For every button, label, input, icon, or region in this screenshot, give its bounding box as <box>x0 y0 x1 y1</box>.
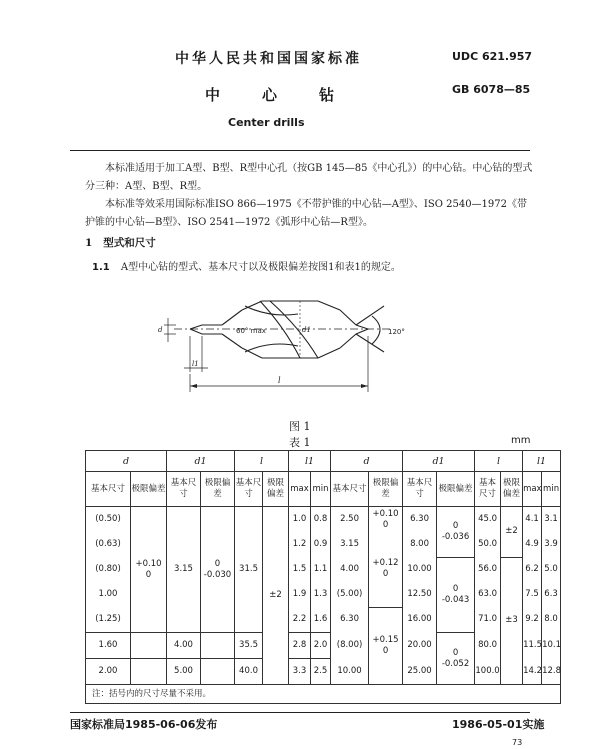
d-label: d <box>158 326 163 334</box>
cell-l: 45.0 <box>475 507 501 533</box>
cell-l1-min: 0.9 <box>311 532 331 557</box>
right-angle-label: 120° <box>388 328 405 336</box>
cell-l1-min: 10.1 <box>542 633 561 659</box>
standard-org: 中华人民共和国国家标准 <box>175 51 362 67</box>
d1-label: d1 <box>302 326 311 334</box>
cell-l1-max: 9.2 <box>523 607 542 633</box>
header-d: d <box>331 451 403 472</box>
section-heading <box>85 235 156 250</box>
subheader-min: min <box>542 472 561 507</box>
subheader-max: max <box>523 472 542 507</box>
cell-l-dev: ±2 <box>501 507 523 558</box>
header-rule <box>70 150 530 151</box>
cell-d: (5.00) <box>331 582 369 607</box>
header-l: l <box>235 451 289 472</box>
cell-d: 4.00 <box>331 557 369 582</box>
cell-l: 71.0 <box>475 607 501 633</box>
cell-l: 63.0 <box>475 582 501 607</box>
cell-d-dev: +0.10 0 <box>369 507 403 533</box>
subheader-basic: 基本尺寸 <box>86 472 131 507</box>
cell-d1: 20.00 <box>403 633 437 659</box>
cell-l1-min: 2.0 <box>311 633 331 659</box>
subheader-dev: 极限偏差 <box>437 472 475 507</box>
cell-d1-dev: 0 -0.043 <box>437 557 475 633</box>
cell-d-dev: +0.15 0 <box>369 607 403 685</box>
cell-d-dev-empty <box>131 659 167 685</box>
cell-d1: 16.00 <box>403 607 437 633</box>
cell-l1-min: 0.8 <box>311 507 331 533</box>
header-l1: l1 <box>289 451 331 472</box>
cell-l: 35.5 <box>235 633 263 659</box>
intro-paragraph-2: 本标准等效采用国际标准ISO 866—1975《不带护锥的中心钻—A型》、ISO 2540—1972《带护锥的中心钻—B型》、ISO 2541—1972《弧形中心钻—R型》。 <box>85 199 528 228</box>
subheader-dev: 极限偏差 <box>201 472 235 507</box>
subsection <box>92 258 401 273</box>
cell-d1-dev: 0 -0.036 <box>437 507 475 558</box>
cell-d: 6.30 <box>331 607 369 633</box>
cell-d1: 12.50 <box>403 582 437 607</box>
cell-d: (0.50) <box>86 507 131 533</box>
cell-l1-min: 3.9 <box>542 532 561 557</box>
cell-d-dev-empty <box>131 633 167 659</box>
subheader-basic: 基本尺寸 <box>167 472 201 507</box>
cell-l1-min: 12.8 <box>542 659 561 685</box>
cell-l1-min: 1.1 <box>311 557 331 582</box>
cell-d1: 8.00 <box>403 532 437 557</box>
cell-d-dev: +0.10 0 <box>131 507 167 633</box>
header-d: d <box>86 451 167 472</box>
header-d1: d1 <box>403 451 475 472</box>
cell-d: (1.25) <box>86 607 131 633</box>
subheader-basic: 基本尺寸 <box>403 472 437 507</box>
effective-date: 1986-05-01实施 <box>452 718 545 731</box>
cell-d: 1.60 <box>86 633 131 659</box>
cell-d1-dev: 0 -0.052 <box>437 633 475 685</box>
cell-l1-max: 6.2 <box>523 557 542 582</box>
cell-l1-min: 8.0 <box>542 607 561 633</box>
subheader-dev: 极限偏差 <box>263 472 289 507</box>
cell-l1-min: 2.5 <box>311 659 331 685</box>
table-note-row <box>86 685 561 704</box>
cell-d1: 3.15 <box>167 507 201 633</box>
cell-l-dev: ±3 <box>501 557 523 685</box>
cell-l: 100.0 <box>475 659 501 685</box>
l1-label: l1 <box>192 360 199 368</box>
cell-d1-dev: 0 -0.030 <box>201 507 235 633</box>
header-l: l <box>475 451 523 472</box>
subsection-number: 1.1 <box>92 262 110 273</box>
subsection-text: A型中心钻的型式、基本尺寸以及极限偏差按图1和表1的规定。 <box>120 262 401 273</box>
cell-l1-min: 3.1 <box>542 507 561 533</box>
cell-d1: 4.00 <box>167 633 201 659</box>
cell-l1-max: 3.3 <box>289 659 311 685</box>
table-caption: 表 1 <box>289 436 311 449</box>
cell-l1-max: 1.5 <box>289 557 311 582</box>
cell-l-dev: ±2 <box>263 507 289 685</box>
subheader-dev: 极限偏差 <box>369 472 403 507</box>
cell-d: (0.80) <box>86 557 131 582</box>
table-unit: mm <box>511 435 531 446</box>
cell-l1-min: 5.0 <box>542 557 561 582</box>
cell-l1-max: 1.0 <box>289 507 311 533</box>
cell-d: (8.00) <box>331 633 369 659</box>
cell-l1-max: 4.1 <box>523 507 542 533</box>
center-drill-drawing <box>150 288 450 400</box>
cell-l1-max: 4.9 <box>523 532 542 557</box>
pilot-lower <box>190 329 222 334</box>
table-row <box>86 659 561 685</box>
cell-d1-dev-empty <box>201 633 235 659</box>
cell-d: 3.15 <box>331 532 369 557</box>
table-subheader-row <box>86 472 561 507</box>
cell-l1-max: 7.5 <box>523 582 542 607</box>
subheader-basic: 基本尺寸 <box>331 472 369 507</box>
cell-l: 31.5 <box>235 507 263 633</box>
table-note: 注：括号内的尺寸尽量不采用。 <box>86 685 561 704</box>
issued-date: 国家标准局1985-06-06发布 <box>70 718 218 731</box>
subheader-dev: 极限偏差 <box>131 472 167 507</box>
cell-d1-dev-empty <box>201 659 235 685</box>
cell-d-dev: +0.12 0 <box>369 532 403 607</box>
cell-l1-min: 1.6 <box>311 607 331 633</box>
cell-d1: 25.00 <box>403 659 437 685</box>
table-row <box>86 633 561 659</box>
subheader-min: min <box>311 472 331 507</box>
subheader-dev: 极限偏差 <box>501 472 523 507</box>
cell-d: (0.63) <box>86 532 131 557</box>
cell-d1: 10.00 <box>403 557 437 582</box>
tip-angle-label: 60° max <box>236 327 266 335</box>
cell-l1-min: 6.3 <box>542 582 561 607</box>
intro-paragraph-1: 本标准适用于加工A型、B型、R型中心孔（按GB 145—85《中心孔》）的中心钻。中心钻的型式分三种：A型、B型、R型。 <box>85 163 533 192</box>
cell-l1-max: 1.2 <box>289 532 311 557</box>
subheader-basic: 基本尺寸 <box>475 472 501 507</box>
table-header-row <box>86 451 561 472</box>
cell-l1-max: 11.5 <box>523 633 542 659</box>
l-label: l <box>278 376 281 385</box>
gb-code: GB 6078—85 <box>452 83 531 96</box>
cell-d1: 5.00 <box>167 659 201 685</box>
section-number: 1 <box>85 237 93 249</box>
page-title: 中心钻 <box>205 86 377 104</box>
cell-l1-max: 2.2 <box>289 607 311 633</box>
cell-d: 2.00 <box>86 659 131 685</box>
cell-l: 80.0 <box>475 633 501 659</box>
table-row <box>86 507 561 533</box>
cell-d: 2.50 <box>331 507 369 533</box>
cell-l1-max: 2.8 <box>289 633 311 659</box>
page-title-en: Center drills <box>228 116 305 129</box>
subheader-basic: 基本尺寸 <box>235 472 263 507</box>
cell-d: 10.00 <box>331 659 369 685</box>
intro <box>85 160 535 232</box>
cell-l1-min: 1.3 <box>311 582 331 607</box>
cell-d1: 6.30 <box>403 507 437 533</box>
page-number: 73 <box>512 738 523 747</box>
cell-l: 50.0 <box>475 532 501 557</box>
cell-l: 40.0 <box>235 659 263 685</box>
pilot-upper <box>190 325 222 329</box>
udc-code: UDC 621.957 <box>452 50 533 63</box>
footer-rule <box>70 712 530 713</box>
dimension-table <box>85 450 561 704</box>
header-d1: d1 <box>167 451 235 472</box>
cell-l1-max: 14.2 <box>523 659 542 685</box>
figure-caption: 图 1 <box>289 420 311 433</box>
cell-l1-max: 1.9 <box>289 582 311 607</box>
header-l1: l1 <box>523 451 561 472</box>
cell-l: 56.0 <box>475 557 501 582</box>
cell-d: 1.00 <box>86 582 131 607</box>
section-title: 型式和尺寸 <box>103 237 156 249</box>
subheader-max: max <box>289 472 311 507</box>
